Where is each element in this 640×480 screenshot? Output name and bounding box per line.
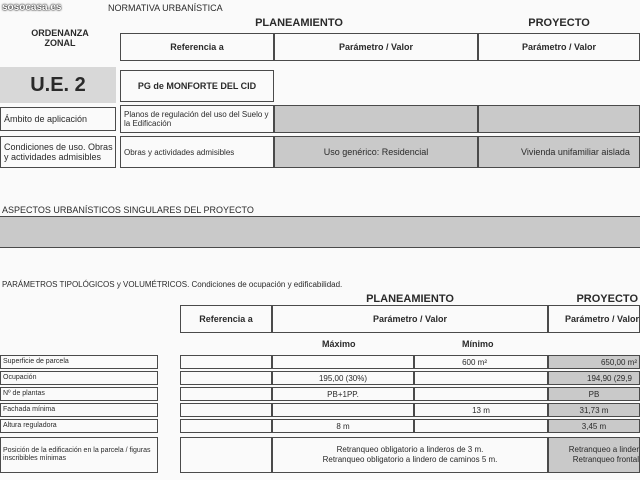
pg-label: PG de MONFORTE DEL CID — [120, 70, 274, 102]
row-ref-superficie — [180, 355, 272, 369]
posicion-ref — [180, 437, 272, 473]
vivienda: Vivienda unifamiliar aislada — [478, 136, 640, 168]
posicion-proy — [548, 437, 640, 473]
uso-generico: Uso genérico: Residencial — [274, 136, 478, 168]
row-min-superficie: 600 m² — [414, 355, 548, 369]
row-min-fachada: 13 m — [414, 403, 548, 417]
planeamiento-header: PLANEAMIENTO — [255, 17, 343, 29]
ambito-plan-value — [274, 105, 478, 133]
row-proy-plantas: PB — [548, 387, 640, 401]
row-max-ocupacion: 195,00 (30%) — [272, 371, 414, 385]
ambito-label: Ámbito de aplicación — [0, 107, 116, 131]
posicion-proy-line-1: Retranqueo a linder — [568, 445, 639, 454]
row-proy-fachada: 31,73 m — [548, 403, 640, 417]
planeamiento-header-2: PLANEAMIENTO — [366, 293, 454, 305]
row-ref-plantas — [180, 387, 272, 401]
referencia-header-2: Referencia a — [180, 305, 272, 333]
posicion-plan-line-1: Retranqueo obligatorio a linderos de 3 m. — [336, 445, 484, 454]
parametro-valor-header: Parámetro / Valor — [274, 33, 478, 61]
ambito-proy-value — [478, 105, 640, 133]
row-max-superficie — [272, 355, 414, 369]
minimo-label: Mínimo — [462, 339, 494, 349]
proyecto-header: PROYECTO — [528, 17, 590, 29]
proyecto-parametro-header: Parámetro / Valor — [478, 33, 640, 61]
parametros-title: PARÁMETROS TIPOLÓGICOS y VOLUMÉTRICOS. Condiciones de ocupación y edificabilidad. — [2, 280, 343, 289]
top-title: NORMATIVA URBANÍSTICA — [108, 3, 223, 13]
parametro-valor-header-2: Parámetro / Valor — [272, 305, 548, 333]
row-ref-altura — [180, 419, 272, 433]
row-label-altura: Altura reguladora — [0, 419, 158, 433]
posicion-plan-line-2: Retranqueo obligatorio a lindero de caminos 5 m. — [322, 455, 498, 464]
ordenanza-label: ORDENANZA — [31, 28, 89, 38]
row-label-fachada: Fachada mínima — [0, 403, 158, 417]
zonal-label: ZONAL — [44, 38, 76, 48]
posicion-label: Posición de la edificación en la parcela / figuras inscribibles mínimas — [0, 437, 158, 473]
referencia-header: Referencia a — [120, 33, 274, 61]
posicion-plan — [272, 437, 548, 473]
maximo-label: Máximo — [322, 339, 356, 349]
condiciones-ref: Obras y actividades admisibles — [120, 136, 274, 168]
condiciones-label: Condiciones de uso. Obras y actividades admisibles — [0, 136, 116, 168]
ue-code: U.E. 2 — [0, 67, 116, 103]
proyecto-header-2: PROYECTO — [576, 293, 638, 305]
row-label-plantas: Nº de plantas — [0, 387, 158, 401]
row-ref-ocupacion — [180, 371, 272, 385]
row-ref-fachada — [180, 403, 272, 417]
row-max-altura: 8 m — [272, 419, 414, 433]
row-label-superficie: Superficie de parcela — [0, 355, 158, 369]
row-proy-superficie: 650,00 m² — [548, 355, 640, 369]
proyecto-parametro-header-2: Parámetro / Valor — [548, 305, 640, 333]
ambito-ref: Planos de regulación del uso del Suelo y la Edificación — [120, 105, 274, 133]
ordenanza-zonal-cell — [0, 16, 120, 60]
row-proy-altura: 3,45 m — [548, 419, 640, 433]
row-max-plantas: PB+1PP. — [272, 387, 414, 401]
row-max-fachada — [272, 403, 414, 417]
aspectos-title: ASPECTOS URBANÍSTICOS SINGULARES DEL PROYECTO — [2, 205, 254, 215]
row-min-ocupacion — [414, 371, 548, 385]
watermark: sosocasa.es — [2, 2, 62, 13]
row-label-ocupacion: Ocupación — [0, 371, 158, 385]
posicion-proy-line-2: Retranqueo frontal — [572, 455, 639, 464]
aspectos-box — [0, 216, 640, 248]
row-proy-ocupacion: 194,90 (29,9 — [548, 371, 640, 385]
row-min-plantas — [414, 387, 548, 401]
row-min-altura — [414, 419, 548, 433]
